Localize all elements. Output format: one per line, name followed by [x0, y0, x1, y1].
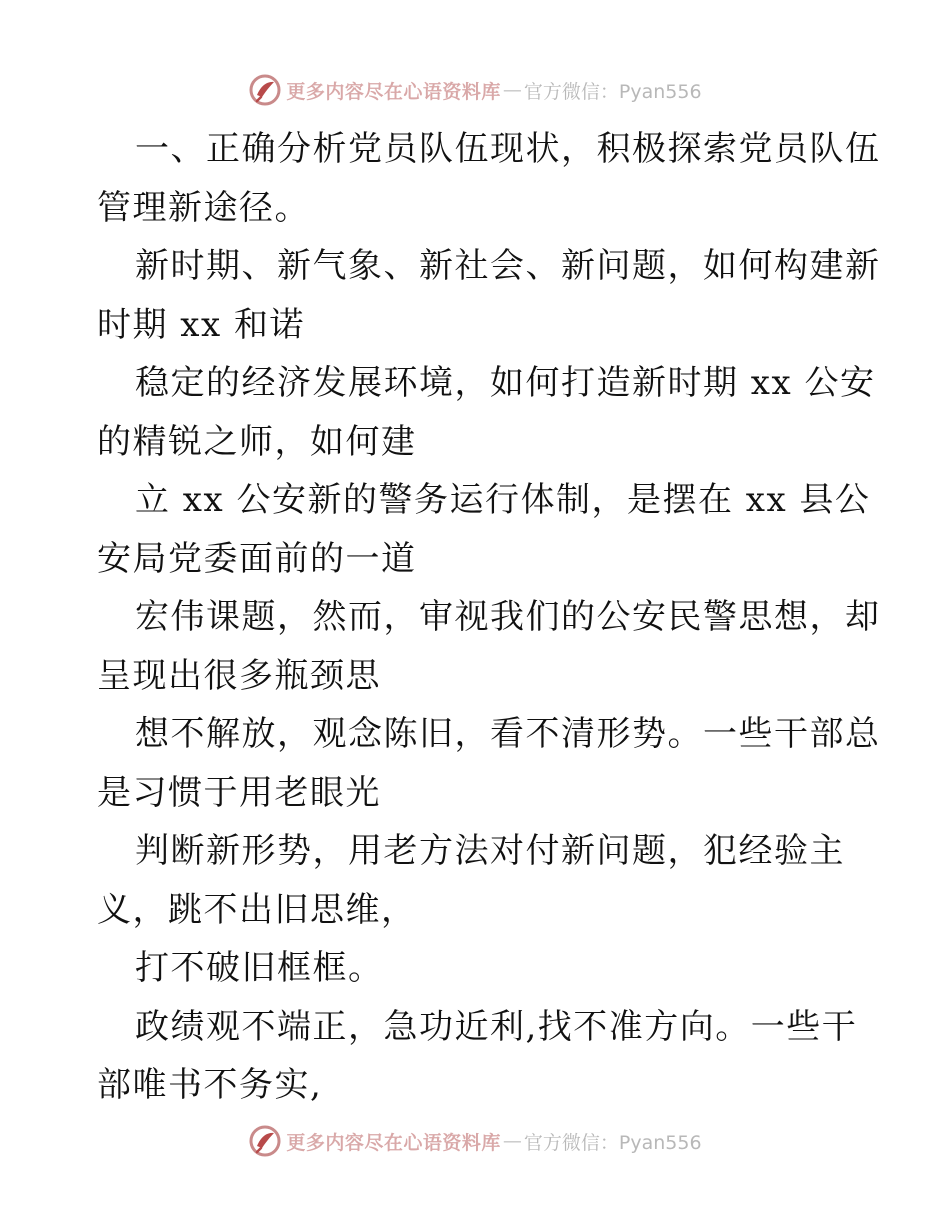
text-line: 宏伟课题，然而，审视我们的公安民警思想，却 [135, 597, 881, 637]
brand-logo-icon [248, 73, 282, 107]
text-line: 判断新形势，用老方法对付新问题，犯经验主 [135, 831, 845, 871]
text-line: 想不解放，观念陈旧，看不清形势。一些干部总 [135, 714, 881, 754]
text-line: 打不破旧框框。 [135, 948, 384, 988]
text-line: 新时期、新气象、新社会、新问题，如何构建新 [135, 246, 881, 286]
text-line: 部唯书不务实, [97, 1065, 323, 1105]
text-line: 管理新途径。 [97, 187, 310, 228]
text-line: 稳定的经济发展环境，如何打造新时期 xx 公安 [135, 363, 876, 403]
text-line: 呈现出很多瓶颈思 [97, 655, 381, 696]
paragraph [97, 939, 857, 998]
text-line: 义，跳不出旧思维， [97, 889, 417, 930]
paragraph [97, 588, 881, 705]
paragraph [97, 120, 881, 237]
watermark-brand-text: 更多内容尽在心语资料库 [286, 80, 501, 103]
text-line: 是习惯于用老眼光 [97, 772, 381, 813]
watermark-dash: — [502, 1130, 522, 1152]
header-watermark [0, 70, 950, 110]
text-line: 政绩观不端正，急功近利,找不准方向。一些干 [135, 1006, 858, 1047]
brand-logo-icon [248, 1124, 282, 1158]
paragraph [97, 822, 857, 939]
text-line: 的精锐之师，如何建 [97, 421, 417, 462]
watermark-dash: — [502, 79, 522, 101]
text-line: 一、正确分析党员队伍现状，积极探索党员队伍 [135, 129, 881, 169]
paragraph [97, 237, 881, 354]
watermark-contact-text: 官方微信：Pyan556 [523, 1131, 702, 1154]
paragraph [97, 354, 876, 471]
text-line: 时期 xx 和诺 [97, 304, 305, 345]
paragraph [97, 998, 857, 1115]
document-body [97, 120, 881, 1115]
text-line: 安局党委面前的一道 [97, 538, 417, 579]
text-line: 立 xx 公安新的警务运行体制，是摆在 xx 县公 [135, 480, 871, 520]
paragraph [97, 471, 871, 588]
watermark-contact-text: 官方微信：Pyan556 [523, 80, 702, 103]
paragraph [97, 705, 881, 822]
footer-watermark [0, 1121, 950, 1161]
watermark-brand-text: 更多内容尽在心语资料库 [286, 1131, 501, 1154]
